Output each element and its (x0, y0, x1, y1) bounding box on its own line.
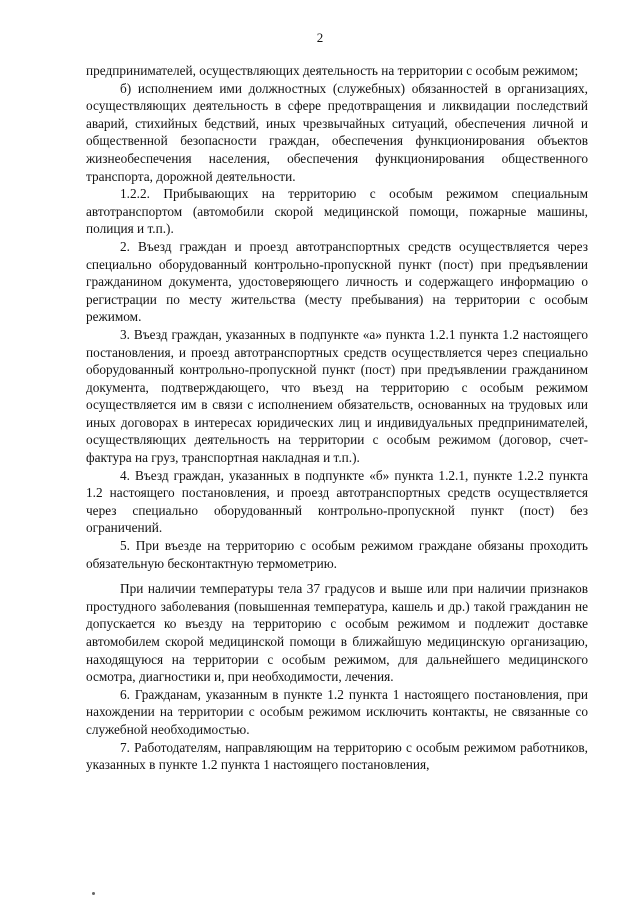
page-number: 2 (316, 30, 324, 45)
document-body (86, 62, 588, 774)
paragraph-1-2-2: 1.2.2. Прибывающих на территорию с особым режимом специальным автотранспортом (автомобили скорой медицинской помощи, пожарные машины, полиция и т.п.). (86, 186, 588, 237)
paragraph-3: 3. Въезд граждан, указанных в подпункте «а» пункта 1.2.1 пункта 1.2 настоящего постановления, и проезд автотранспортных средств осуществляется через специально оборудованный контрольно-пропускной пункт (пост) при предъявлении гражданином документа, подтверждающего, что въезд на территорию с особым режимом осуществляется им в связи с исполнением обязательств, основанных на трудовых или иных договорах в интересах юридических лиц и индивидуальных предпринимателей, осуществляющих деятельность на территории с особым режимом (договор, счет-фактура на груз, транспортная накладная и т.п.). (86, 326, 588, 466)
paragraph-subitem-b: б) исполнением ими должностных (служебных) обязанностей в организациях, осуществляющих деятельность в сфере предотвращения и ликвидации последствий аварий, стихийных бедствий, иных чрезвычайных ситуаций, обеспечения личной и общественной безопасности граждан, обеспечения функционирования объектов жизнеобеспечения населения, обеспечения функционирования общественного транспорта, дорожной деятельности. (86, 80, 588, 184)
paragraph-7: 7. Работодателям, направляющим на территорию с особым режимом работников, указанных в пункте 1.2 пункта 1 настоящего постановления, (86, 739, 588, 773)
paragraph-6: 6. Гражданам, указанным в пункте 1.2 пункта 1 настоящего постановления, при нахождении на территории с особым режимом исключить контакты, не связанные со служебной необходимостью. (86, 686, 588, 737)
margin-mark (92, 892, 95, 895)
paragraph-continuation: предпринимателей, осуществляющих деятельность на территории с особым режимом; (86, 63, 579, 78)
paragraph-temperature: При наличии температуры тела 37 градусов и выше или при наличии признаков простудного заболевания (повышенная температура, кашель и др.) такой гражданин не допускается ко въезду на территорию с особым режимом и подлежит доставке автомобилем скорой медицинской помощи в ближайшую медицинскую организацию, находящуюся на территории с особым режимом, для дальнейшего медицинского осмотра, диагностики и, при необходимости, лечения. (86, 581, 588, 685)
paragraph-2: 2. Въезд граждан и проезд автотранспортных средств осуществляется через специально оборудованный контрольно-пропускной пункт (пост) при предъявлении гражданином документа, удостоверяющего личность и содержащего информацию о регистрации по месту жительства (месту пребывания) на территории с особым режимом. (86, 238, 588, 325)
paragraph-4: 4. Въезд граждан, указанных в подпункте «б» пункта 1.2.1, пункте 1.2.2 пункта 1.2 настоящего постановления, и проезд автотранспортных средств осуществляется через специально оборудованный контрольно-пропускной пункт (пост) без ограничений. (86, 467, 588, 536)
paragraph-5: 5. При въезде на территорию с особым режимом граждане обязаны проходить обязательную бесконтактную термометрию. (86, 538, 588, 571)
